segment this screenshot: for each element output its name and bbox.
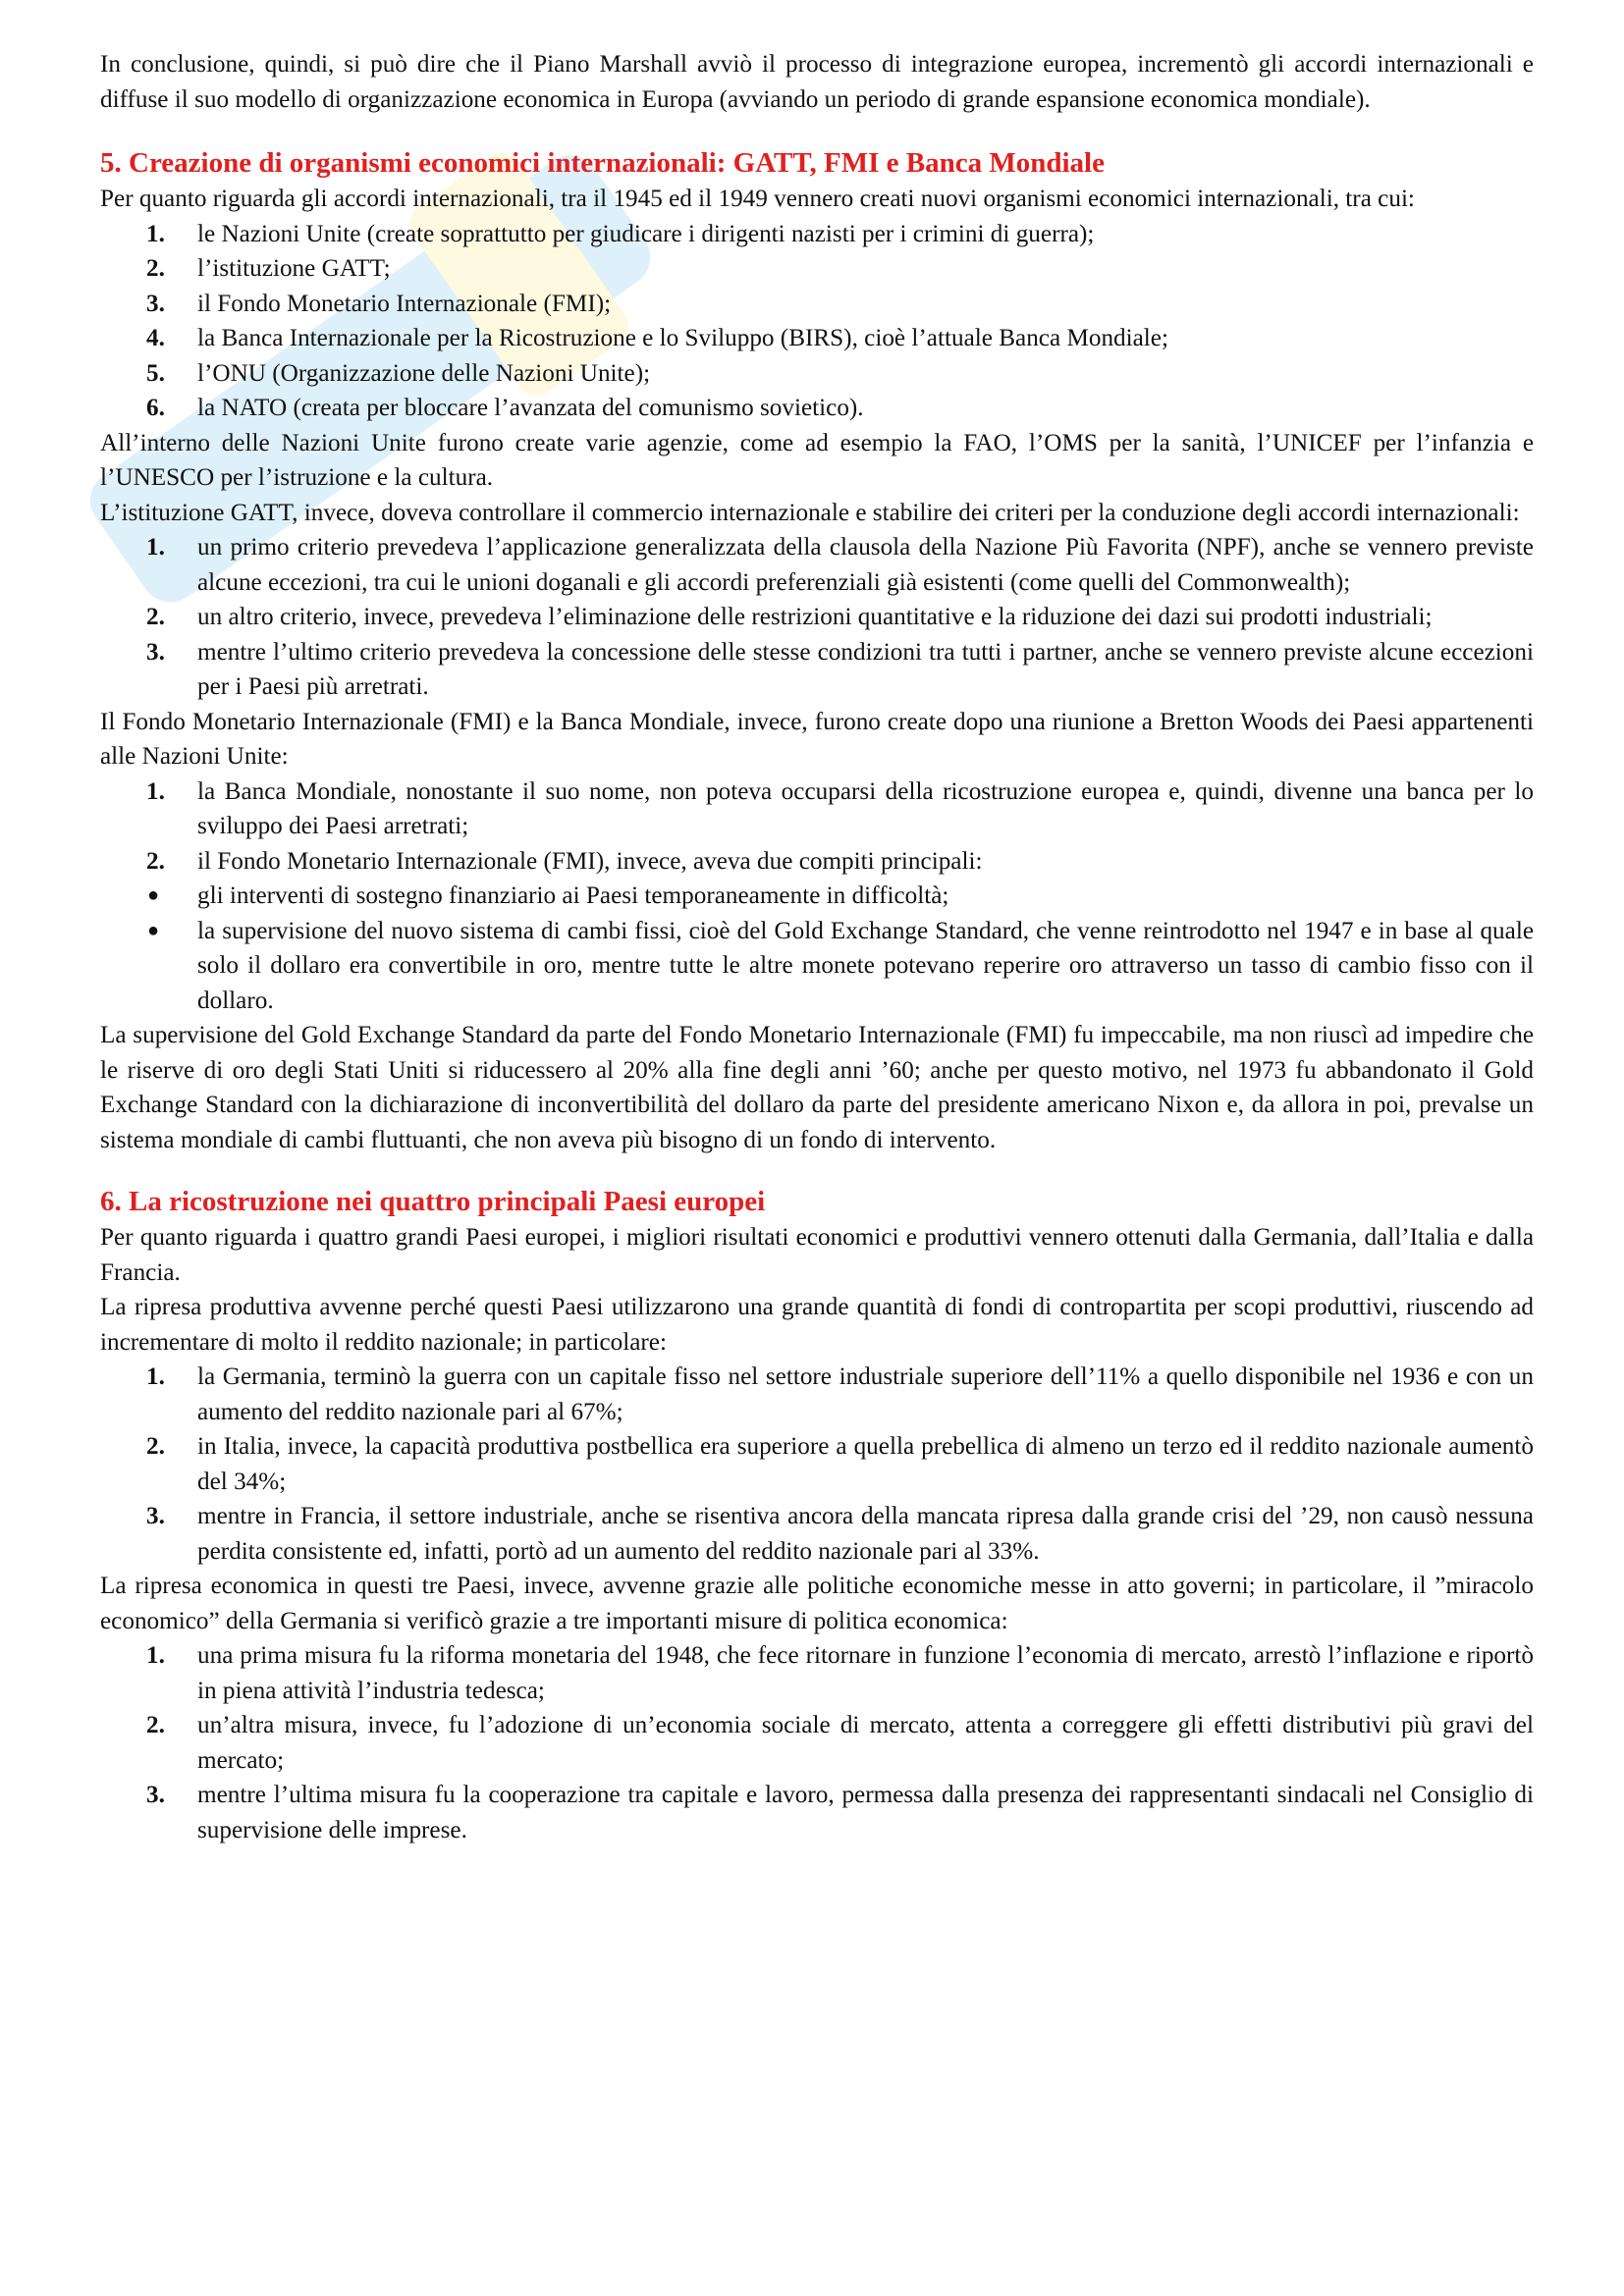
list-item: 4. la Banca Internazionale per la Ricostruzione e lo Sviluppo (BIRS), cioè l’attuale Banca Mondiale;	[146, 325, 1168, 351]
fmi-tasks-sublist	[100, 879, 1534, 1018]
list-item: 3. mentre l’ultima misura fu la cooperazione tra capitale e lavoro, permessa dalla presenza dei rappresentanti sindacali nel Consiglio di supervisione delle imprese.	[146, 1782, 1534, 1843]
section-5-paragraph-4: Il Fondo Monetario Internazionale (FMI) e la Banca Mondiale, invece, furono create dopo una riunione a Bretton Woods dei Paesi appartenenti alle Nazioni Unite:	[100, 708, 1534, 770]
list-item: 6. la NATO (creata per bloccare l’avanzata del comunismo sovietico).	[146, 395, 864, 421]
list-item: 2. in Italia, invece, la capacità produttiva postbellica era superiore a quella prebellica di almeno un terzo ed il reddito nazionale aumentò del 34%;	[146, 1433, 1534, 1495]
list-item: 2. un altro criterio, invece, prevedeva l’eliminazione delle restrizioni quantitative e la riduzione dei dazi sui prodotti industriali;	[146, 604, 1433, 630]
list-item: 1. la Germania, terminò la guerra con un capitale fisso nel settore industriale superiore dell’11% a quello disponibile nel 1936 e con un aumento del reddito nazionale pari al 67%;	[146, 1363, 1534, 1425]
organisms-list	[100, 217, 1534, 426]
list-item: ● la supervisione del nuovo sistema di cambi fissi, cioè del Gold Exchange Standard, che venne reintrodotto nel 1947 e in base al quale solo il dollaro era convertibile in oro, mentre tutte le altre monete potevano reperire oro attraverso un tasso di cambio fisso con il dollaro.	[100, 914, 1534, 1019]
list-item: 3. il Fondo Monetario Internazionale (FMI);	[146, 290, 612, 317]
document-page	[100, 47, 1534, 1847]
list-item: 2. un’altra misura, invece, fu l’adozione di un’economia sociale di mercato, attenta a correggere gli effetti distributivi più gravi del mercato;	[146, 1712, 1534, 1774]
list-item: 3. mentre l’ultimo criterio prevedeva la concessione delle stesse condizioni tra tutti i partner, anche se vennero previste alcune eccezioni per i Paesi più arretrati.	[146, 638, 1534, 700]
countries-list	[100, 1360, 1534, 1569]
gatt-criteria-list	[100, 530, 1534, 705]
bretton-woods-list	[100, 774, 1534, 880]
section-5-paragraph-1: Per quanto riguarda gli accordi internazionali, tra il 1945 ed il 1949 vennero creati nuovi organismi economici internazionali, tra cui:	[100, 186, 1415, 212]
list-item: 1. le Nazioni Unite (create soprattutto per giudicare i dirigenti nazisti per i crimini di guerra);	[146, 220, 1095, 247]
list-item: ● gli interventi di sostegno finanziario ai Paesi temporaneamente in difficoltà;	[100, 879, 1534, 914]
section-6-paragraph-1: Per quanto riguarda i quattro grandi Paesi europei, i migliori risultati economici e produttivi vennero ottenuti dalla Germania, dall’Italia e dalla Francia.	[100, 1224, 1534, 1286]
section-5-paragraph-2: All’interno delle Nazioni Unite furono create varie agenzie, come ad esempio la FAO, l’OMS per la sanità, l’UNICEF per l’infanzia e l’UNESCO per l’istruzione e la cultura.	[100, 429, 1534, 491]
bullet-icon: ●	[147, 919, 160, 941]
bullet-icon: ●	[147, 884, 160, 906]
section-6-heading: 6. La ricostruzione nei quattro principali Paesi europei	[100, 1186, 766, 1217]
list-item: 1. la Banca Mondiale, nonostante il suo nome, non poteva occuparsi della ricostruzione europea e, quindi, divenne una banca per lo sviluppo dei Paesi arretrati;	[146, 777, 1534, 839]
list-item: 3. mentre in Francia, il settore industriale, anche se risentiva ancora della mancata ripresa dalla grande crisi del ’29, non causò nessuna perdita consistente ed, infatti, portò ad un aumento del reddito nazionale pari al 33%.	[146, 1503, 1534, 1565]
list-item: 5. l’ONU (Organizzazione delle Nazioni Unite);	[146, 359, 651, 387]
list-item: 1. una prima misura fu la riforma monetaria del 1948, che fece ritornare in funzione l’economia di mercato, arrestò l’inflazione e riportò in piena attività l’industria tedesca;	[146, 1642, 1534, 1704]
germany-measures-list	[100, 1638, 1534, 1847]
section-5-paragraph-3: L’istituzione GATT, invece, doveva controllare il commercio internazionale e stabilire dei criteri per la conduzione degli accordi internazionali:	[100, 499, 1520, 526]
list-item: 2. l’istituzione GATT;	[146, 255, 391, 282]
intro-paragraph: In conclusione, quindi, si può dire che il Piano Marshall avviò il processo di integrazione europea, incrementò gli accordi internazionali e diffuse il suo modello di organizzazione economica in Europa (avviando un periodo di grande espansione economica mondiale).	[100, 51, 1534, 113]
section-6-paragraph-2: La ripresa produttiva avvenne perché questi Paesi utilizzarono una grande quantità di fondi di contropartita per scopi produttivi, riuscendo ad incrementare di molto il reddito nazionale; in particolare:	[100, 1294, 1534, 1356]
section-5-heading: 5. Creazione di organismi economici internazionali: GATT, FMI e Banca Mondiale	[100, 147, 1105, 179]
list-item: 1. un primo criterio prevedeva l’applicazione generalizzata della clausola della Nazione Più Favorita (NPF), anche se vennero previste alcune eccezioni, tra cui le unioni doganali e gli accordi preferenziali già esistenti (come quelli del Commonwealth);	[146, 534, 1534, 596]
list-item: 2. il Fondo Monetario Internazionale (FMI), invece, aveva due compiti principali:	[146, 847, 983, 875]
section-5-paragraph-5: La supervisione del Gold Exchange Standard da parte del Fondo Monetario Internazionale (FMI) fu impeccabile, ma non riuscì ad impedire che le riserve di oro degli Stati Uniti si riducessero al 20% alla fine degli anni ’60; anche per questo motivo, nel 1973 fu abbandonato il Gold Exchange Standard con la dichiarazione di inconvertibilità del dollaro da parte del presidente americano Nixon e, da allora in poi, prevalse un sistema mondiale di cambi fluttuanti, che non aveva più bisogno di un fondo di intervento.	[100, 1022, 1534, 1153]
section-6-paragraph-3: La ripresa economica in questi tre Paesi, invece, avvenne grazie alle politiche economiche messe in atto governi; in particolare, il ”miracolo economico” della Germania si verificò grazie a tre importanti misure di politica economica:	[100, 1573, 1534, 1634]
